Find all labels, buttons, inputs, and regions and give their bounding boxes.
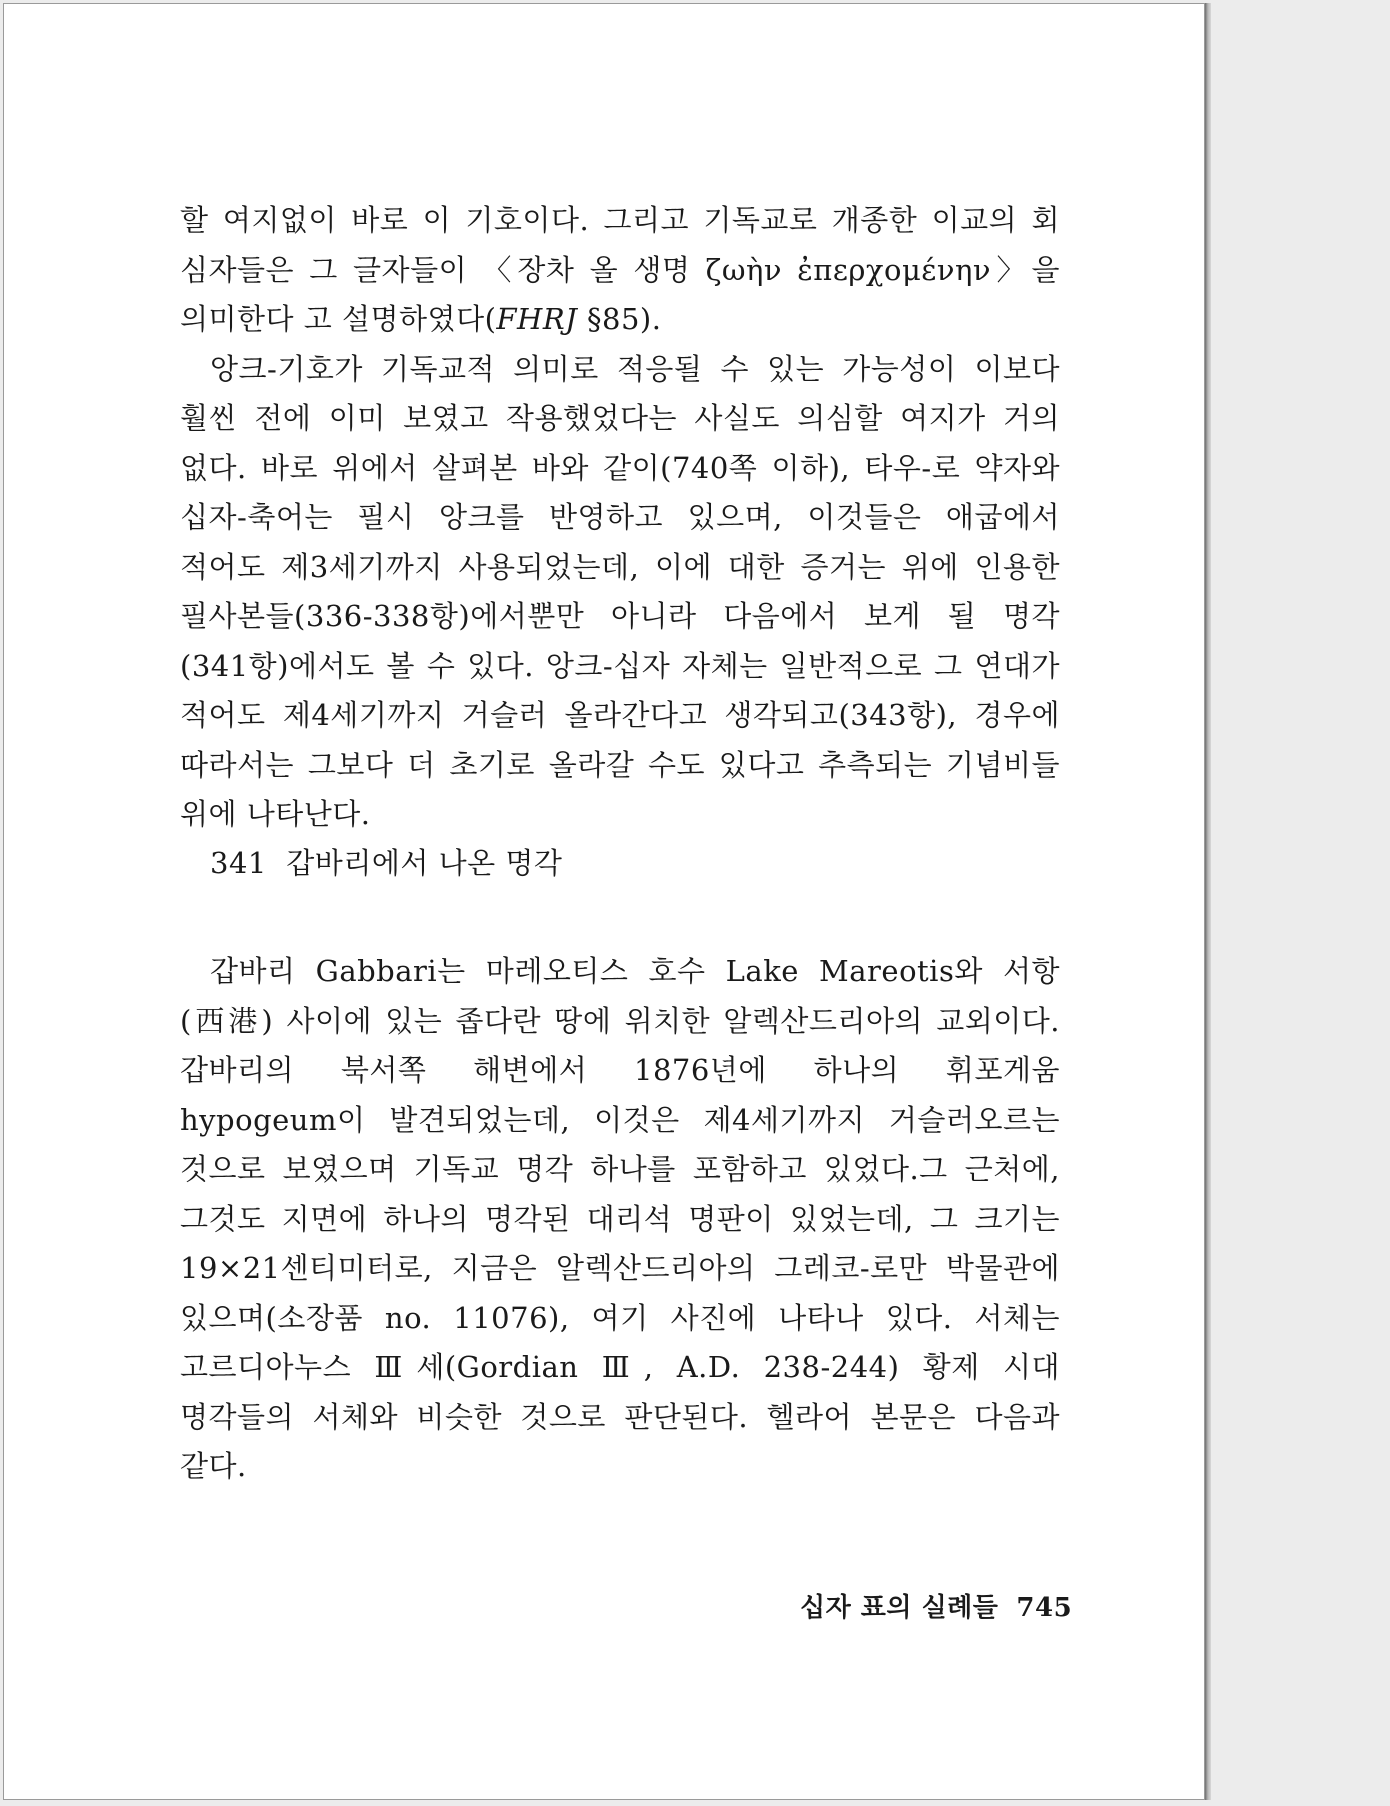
text-line: 심자들은 그 글자들이 〈장차 올 생명 ζωὴν ἐπερχομένην〉을 의미한다 (180, 252, 1060, 336)
text-line: 고 설명하였다( (303, 302, 497, 336)
section-title: 갑바리에서 나온 명각 (286, 846, 563, 880)
section-heading (210, 838, 562, 888)
page-footer (800, 1588, 1072, 1628)
citation-section: §85). (577, 302, 662, 336)
page-number: 745 (1016, 1593, 1073, 1623)
paragraph: 갑바리 Gabbari는 마레오티스 호수 Lake Mareotis와 서항(西港) 사이에 있는 좁다란 땅에 위치한 알렉산드리아의 교외이다. 갑바리의 북서쪽 해변에서 1876년에 하나의 휘포게움 hypogeum이 발견되었는데, 이것은 제4세기까지 거슬러오르는 것으로 보였으며 기독교 명각 하나를 포함하고 있었다.그 근처에, 그것도 지면에 하나의 명각된 대리석 명판이 있었는데, 그 크기는 19×21센티미터로, 지금은 알렉산드리아의 그레코-로만 박물관에 있으며(소장품 no. 11076), 여기 사진에 나타나 있다. 서체는 고르디아누스 Ⅲ세(Gordian Ⅲ, A.D. 238-244) 황제 시대 명각들의 서체와 비슷한 것으로 판단된다. 헬라어 본문은 다음과 같다. (180, 954, 1060, 1483)
running-title: 십자 표의 실례들 (800, 1593, 999, 1623)
document-page (3, 3, 1205, 1800)
paragraph-continued (180, 196, 1060, 345)
paragraph: 앙크-기호가 기독교적 의미로 적응될 수 있는 가능성이 이보다 훨씬 전에 이미 보였고 작용했었다는 사실도 의심할 여지가 거의 없다. 바로 위에서 살펴본 바와 같이(740쪽 이하), 타우-로 약자와 십자-축어는 필시 앙크를 반영하고 있으며, 이것들은 애굽에서 적어도 제3세기까지 사용되었는데, 이에 대한 증거는 위에 인용한 필사본들(336-338항)에서뿐만 아니라 다음에서 보게 될 명각(341항)에서도 볼 수 있다. 앙크-십자 자체는 일반적으로 그 연대가 적어도 제4세기까지 거슬러 올라간다고 생각되고(343항), 경우에 따라서는 그보다 더 초기로 올라갈 수도 있다고 추측되는 기념비들 위에 나타난다. (180, 351, 1060, 831)
text-line: 할 여지없이 바로 이 기호이다. 그리고 기독교로 개종한 이교의 회 (180, 203, 1060, 237)
body-text-block-1 (180, 196, 1060, 840)
page-edge-shadow (1205, 3, 1211, 1800)
section-number: 341 (210, 846, 267, 880)
body-text-block-2 (180, 947, 1060, 1492)
citation-abbreviation: FHRJ (496, 302, 578, 336)
